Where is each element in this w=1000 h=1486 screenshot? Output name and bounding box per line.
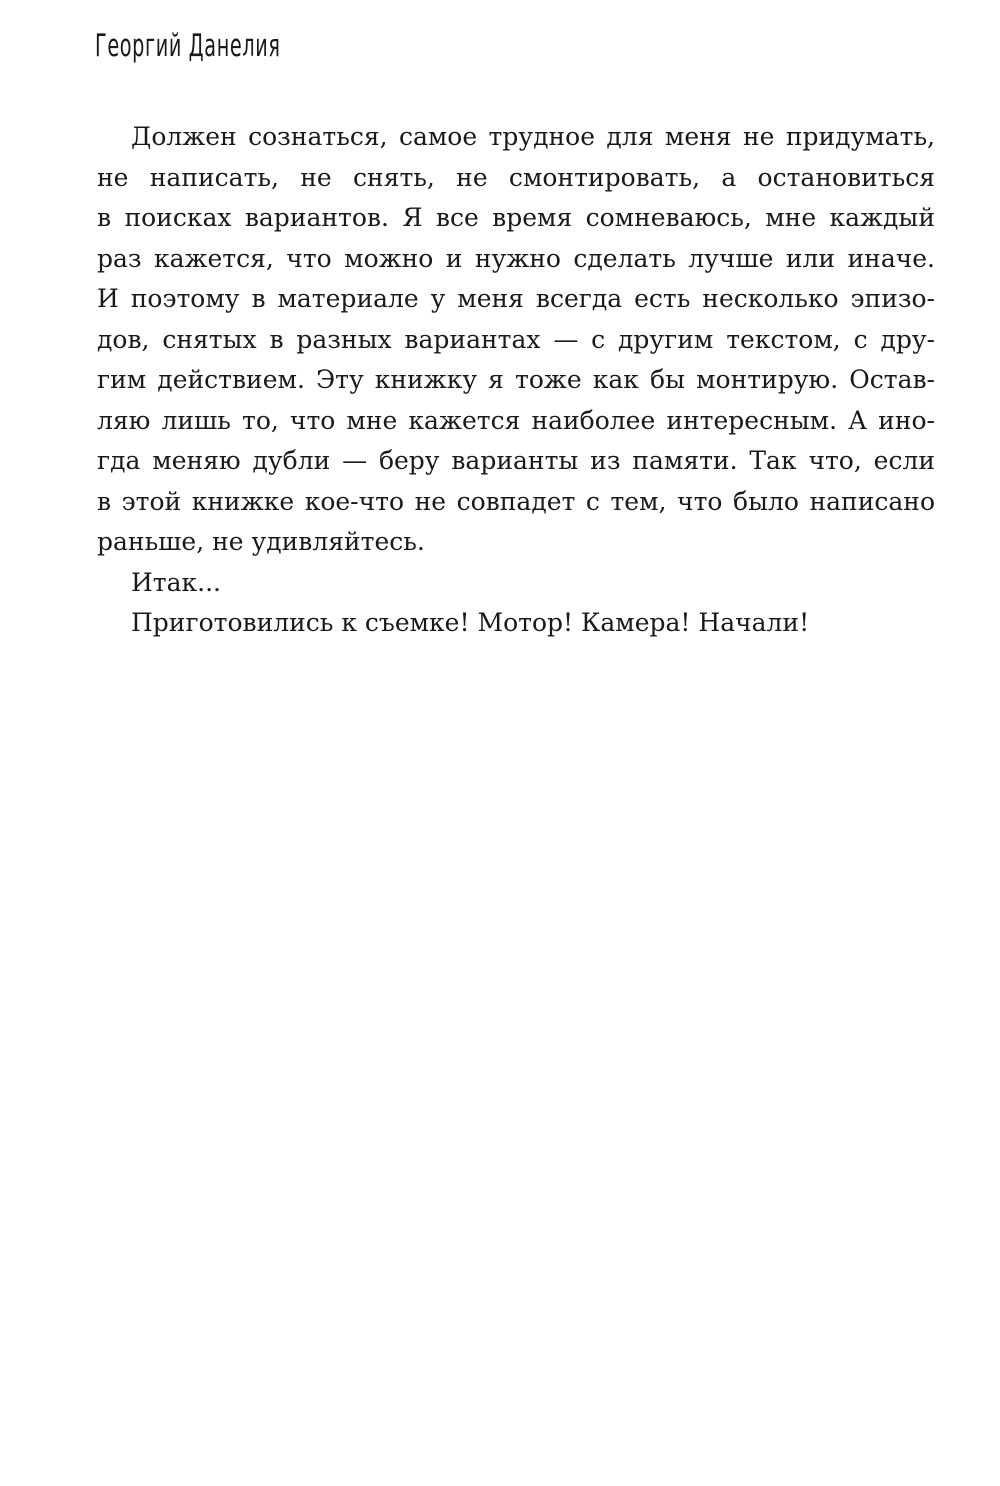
main-text bbox=[97, 117, 935, 644]
paragraph-2: Итак... bbox=[131, 567, 222, 597]
text-line: И поэтому в материале у меня всегда есть несколько эпизо- bbox=[97, 284, 935, 313]
text-line: в поисках вариантов. Я все время сомневаюсь, мне каждый bbox=[97, 203, 935, 232]
text-line: ляю лишь то, что мне кажется наиболее интересным. А ино- bbox=[97, 405, 935, 435]
running-head-author: Георгий Данелия bbox=[95, 28, 281, 64]
text-line: раньше, не удивляйтесь. bbox=[97, 527, 425, 556]
text-line: дов, снятых в разных вариантах — с другим текстом, с дру- bbox=[97, 324, 935, 354]
paragraph-1 bbox=[97, 117, 935, 563]
text-line: гда меняю дубли — беру варианты из памяти. Так что, если bbox=[97, 446, 935, 475]
text-line: гим действием. Эту книжку я тоже как бы монтирую. Остав- bbox=[97, 365, 935, 394]
text-line: в этой книжке кое-что не совпадет с тем, что было написано bbox=[97, 486, 935, 516]
text-line: Должен сознаться, самое трудное для меня не придумать, bbox=[131, 122, 935, 151]
paragraph-3: Приготовились к съемке! Мотор! Камера! Начали! bbox=[131, 608, 810, 637]
text-line: не написать, не снять, не смонтировать, а остановиться bbox=[97, 162, 935, 192]
text-line: раз кажется, что можно и нужно сделать лучше или иначе. bbox=[97, 243, 935, 273]
